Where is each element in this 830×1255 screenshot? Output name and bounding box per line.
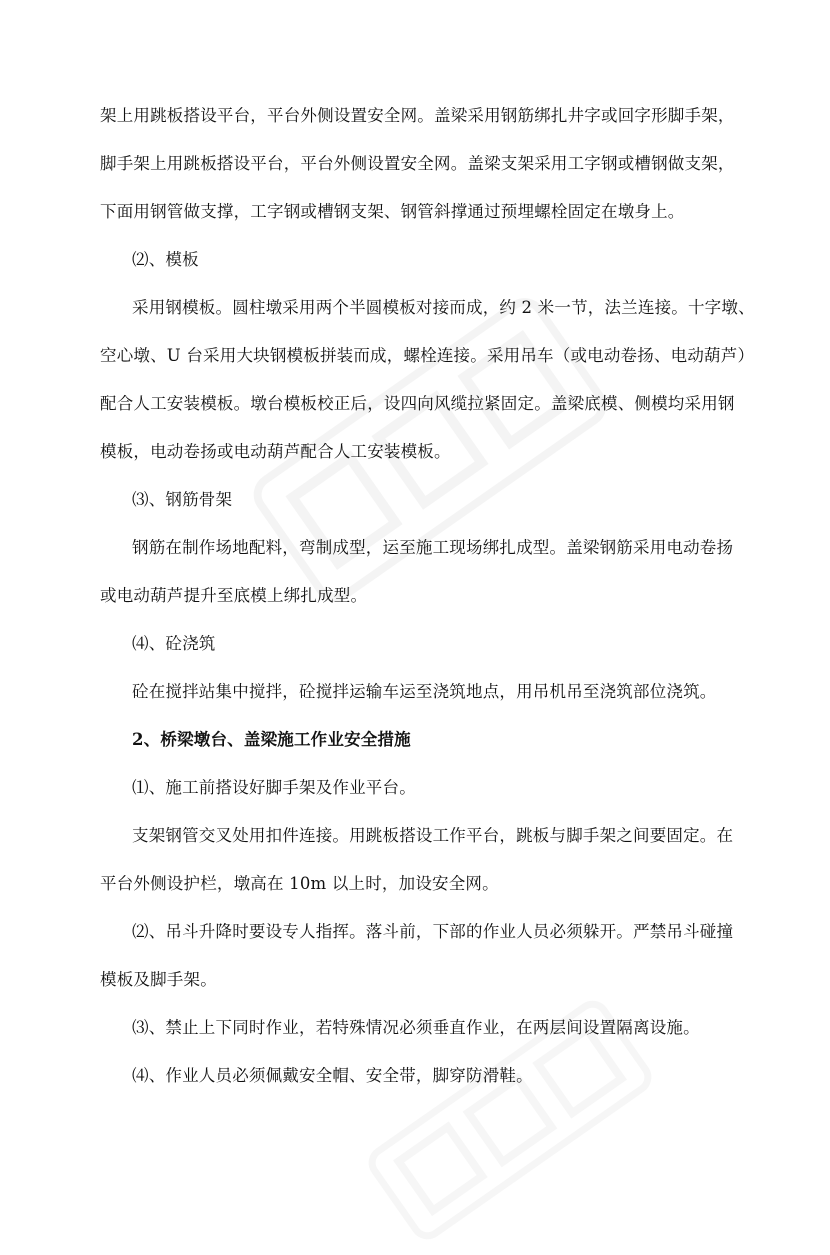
heading-formwork: ⑵、模板 — [132, 250, 199, 269]
item-1-paragraph-line-1: 支架钢管交叉处用扣件连接。用跳板搭设工作平台，跳板与脚手架之间要固定。在 — [132, 826, 734, 845]
item-1-heading: ⑴、施工前搭设好脚手架及作业平台。 — [132, 778, 416, 797]
paragraph-scaffold-line-2: 脚手架上用跳板搭设平台，平台外侧设置安全网。盖梁支架采用工字钢或槽钢做支架， — [100, 154, 735, 173]
item-3: ⑶、禁止上下同时作业，若特殊情况必须垂直作业，在两层间设置隔离设施。 — [132, 1018, 700, 1037]
paragraph-rebar-line-1: 钢筋在制作场地配料，弯制成型，运至施工现场绑扎成型。盖梁钢筋采用电动卷扬 — [132, 538, 734, 557]
heading-rebar: ⑶、钢筋骨架 — [132, 490, 233, 509]
item-1-paragraph-line-2: 平台外侧设护栏，墩高在 10m 以上时，加设安全网。 — [100, 874, 499, 893]
paragraph-scaffold-line-3: 下面用钢管做支撑，工字钢或槽钢支架、钢管斜撑通过预埋螺栓固定在墩身上。 — [100, 202, 685, 221]
paragraph-formwork-line-1: 采用钢模板。圆柱墩采用两个半圆模板对接而成，约 2 米一节，法兰连接。十字墩、 — [132, 298, 755, 317]
paragraph-rebar-line-2: 或电动葫芦提升至底模上绑扎成型。 — [100, 586, 368, 605]
paragraph-formwork-line-3: 配合人工安装模板。墩台模板校正后，设四向风缆拉紧固定。盖梁底模、侧模均采用钢 — [100, 394, 735, 413]
paragraph-formwork-line-4: 模板，电动卷扬或电动葫芦配合人工安装模板。 — [100, 442, 451, 461]
item-2-line-1: ⑵、吊斗升降时要设专人指挥。落斗前，下部的作业人员必须躲开。严禁吊斗碰撞 — [132, 922, 734, 941]
paragraph-formwork-line-2: 空心墩、U 台采用大块钢模板拼装而成，螺栓连接。采用吊车（或电动卷扬、电动葫芦） — [100, 346, 755, 365]
paragraph-concrete-line-1: 砼在搅拌站集中搅拌，砼搅拌运输车运至浇筑地点，用吊机吊至浇筑部位浇筑。 — [132, 682, 717, 701]
heading-concrete: ⑷、砼浇筑 — [132, 634, 216, 653]
item-4: ⑷、作业人员必须佩戴安全帽、安全带，脚穿防滑鞋。 — [132, 1066, 533, 1085]
section-heading-safety: 2、桥梁墩台、盖梁施工作业安全措施 — [132, 730, 411, 749]
paragraph-scaffold-line-1: 架上用跳板搭设平台，平台外侧设置安全网。盖梁采用钢筋绑扎井字或回字形脚手架， — [100, 106, 735, 125]
item-2-line-2: 模板及脚手架。 — [100, 970, 217, 989]
